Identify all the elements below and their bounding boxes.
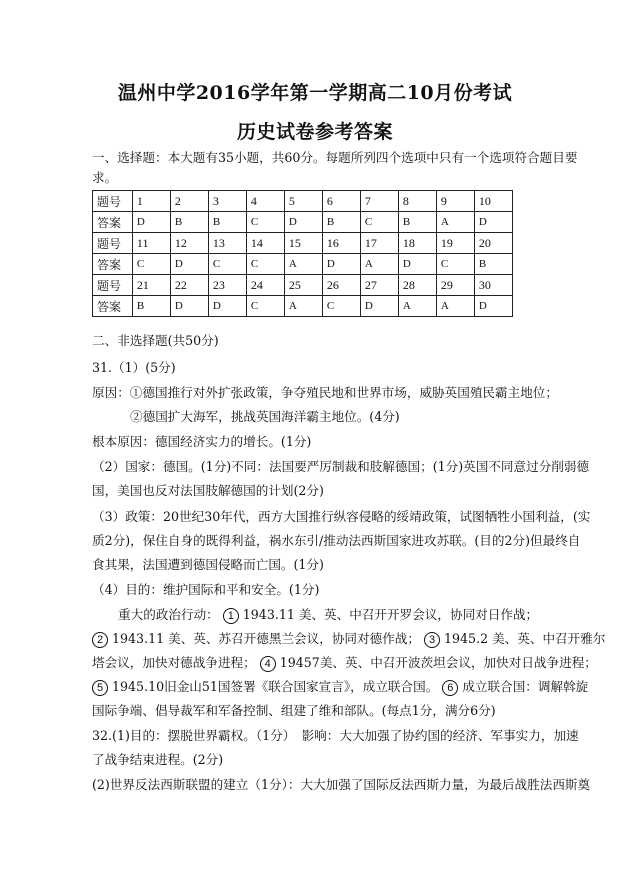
- row-label: 题号: [93, 233, 133, 254]
- row-label: 答案: [93, 254, 133, 275]
- circled-number: 1: [223, 608, 239, 624]
- q31-actions-line2: [92, 630, 606, 648]
- q31-reason-1: 原因：①德国推行对外扩张政策，争夺殖民地和世界市场，威胁英国殖民霸主地位；: [92, 385, 558, 400]
- question-number-cell: 7: [360, 191, 398, 212]
- question-number-cell: 26: [322, 275, 360, 296]
- answer-cell: C: [246, 296, 284, 317]
- circled-number: 6: [442, 680, 458, 696]
- question-number-cell: 4: [246, 191, 284, 212]
- question-number-cell: 29: [436, 275, 474, 296]
- answer-cell: B: [474, 254, 512, 275]
- row-label: 答案: [93, 296, 133, 317]
- q32-line1: 32.(1)目的：摆脱世界霸权。（1分） 影响：大大加强了协约国的经济、军事实力，加速: [92, 728, 579, 743]
- answer-cell: B: [398, 212, 436, 233]
- answer-table: [92, 190, 513, 317]
- question-number-cell: 16: [322, 233, 360, 254]
- q31-actions-line4: [92, 678, 589, 696]
- question-number-cell: 11: [132, 233, 170, 254]
- question-number-cell: 9: [436, 191, 474, 212]
- question-number-cell: 3: [208, 191, 246, 212]
- question-number-cell: 1: [132, 191, 170, 212]
- q31-actions-line3: [92, 654, 597, 672]
- action-yalta: 1945.2 美、英、中召开雅尔: [444, 631, 606, 646]
- question-number-row: [93, 233, 513, 254]
- answer-row: [93, 296, 513, 317]
- question-number-cell: 12: [170, 233, 208, 254]
- circled-number: 4: [260, 656, 276, 672]
- answer-cell: D: [474, 296, 512, 317]
- actions-label: 重大的政治行动：: [118, 607, 219, 622]
- q32-line2: 了战争结束进程。(2分): [92, 752, 224, 767]
- q31-reason-2: ②德国扩大海军，挑战英国海洋霸主地位。(4分): [130, 409, 400, 424]
- question-number-row: [93, 275, 513, 296]
- answer-cell: A: [360, 254, 398, 275]
- question-number-cell: 10: [474, 191, 512, 212]
- circled-number: 3: [424, 632, 440, 648]
- answer-cell: C: [246, 254, 284, 275]
- question-number-cell: 8: [398, 191, 436, 212]
- question-number-cell: 25: [284, 275, 322, 296]
- q32-line3: (2)世界反法西斯联盟的建立（1分）：大大加强了国际反法西斯力量，为最后战胜法西斯奠: [92, 777, 591, 792]
- q31-part3-line1: （3）政策：20世纪30年代，西方大国推行纵容侵略的绥靖政策，试图牺牲小国利益，(实: [92, 509, 591, 524]
- answer-cell: D: [398, 254, 436, 275]
- q31-actions-line5: 国际争端、倡导裁军和军备控制、组建了维和部队。(每点1分，满分6分): [92, 703, 496, 718]
- answer-cell: D: [360, 296, 398, 317]
- action-san-francisco: 1945.10旧金山51国签署《联合国家宣言》，成立联合国。: [112, 679, 439, 694]
- q31-part3-line2: 质2分)，保住自身的既得利益，祸水东引/推动法西斯国家进攻苏联。(目的2分)但最终自: [92, 533, 581, 548]
- question-number-row: [93, 191, 513, 212]
- answer-cell: C: [132, 254, 170, 275]
- circled-number: 5: [92, 680, 108, 696]
- answer-cell: C: [360, 212, 398, 233]
- action-tehran: 1943.11 美、英、苏召开德黑兰会议，协同对德作战；: [112, 631, 420, 646]
- answer-cell: A: [436, 212, 474, 233]
- answer-cell: C: [322, 296, 360, 317]
- answer-cell: C: [246, 212, 284, 233]
- section1-instruction-line1: 一、选择题：本大题有35小题，共60分。每题所列四个选项中只有一个选项符合题目要: [92, 150, 578, 165]
- row-label: 题号: [93, 191, 133, 212]
- question-number-cell: 22: [170, 275, 208, 296]
- q31-part3-line3: 食其果，法国遭到德国侵略而亡国。(1分): [92, 557, 324, 572]
- question-number-cell: 27: [360, 275, 398, 296]
- answer-cell: B: [322, 212, 360, 233]
- q31-part4: （4）目的：维护国际和平和安全。(1分): [92, 582, 320, 597]
- answer-cell: B: [170, 212, 208, 233]
- action-potsdam: 19457美、英、中召开波茨坦会议，加快对日战争进程；: [279, 655, 597, 670]
- answer-cell: A: [284, 254, 322, 275]
- answer-cell: D: [170, 296, 208, 317]
- question-number-cell: 19: [436, 233, 474, 254]
- question-number-cell: 23: [208, 275, 246, 296]
- q31-heading: 31.（1）(5分): [92, 360, 176, 375]
- answer-cell: D: [474, 212, 512, 233]
- answer-key-title: 历史试卷参考答案: [236, 121, 393, 143]
- question-number-cell: 17: [360, 233, 398, 254]
- circled-number: 2: [92, 632, 108, 648]
- answer-cell: B: [132, 296, 170, 317]
- answer-cell: D: [132, 212, 170, 233]
- action-un: 成立联合国：调解斡旋: [462, 679, 589, 694]
- exam-title: 温州中学2016学年第一学期高二10月份考试: [117, 82, 513, 104]
- action-cairo: 1943.11 美、英、中召开开罗会议，协同对日作战；: [242, 607, 539, 622]
- question-number-cell: 28: [398, 275, 436, 296]
- question-number-cell: 5: [284, 191, 322, 212]
- answer-cell: D: [284, 212, 322, 233]
- question-number-cell: 18: [398, 233, 436, 254]
- answer-cell: C: [436, 254, 474, 275]
- action-yalta-cont: 塔会议，加快对德战争进程；: [92, 655, 256, 670]
- answer-cell: B: [208, 212, 246, 233]
- q31-root-cause: 根本原因：德国经济实力的增长。(1分): [92, 434, 312, 449]
- answer-row: [93, 254, 513, 275]
- question-number-cell: 2: [170, 191, 208, 212]
- q31-part2-line1: （2）国家：德国。(1分)不同：法国要严厉制裁和肢解德国；(1分)英国不同意过分削弱德: [92, 459, 590, 474]
- answer-cell: A: [436, 296, 474, 317]
- question-number-cell: 30: [474, 275, 512, 296]
- question-number-cell: 15: [284, 233, 322, 254]
- answer-cell: A: [284, 296, 322, 317]
- question-number-cell: 14: [246, 233, 284, 254]
- row-label: 答案: [93, 212, 133, 233]
- answer-cell: D: [208, 296, 246, 317]
- question-number-cell: 6: [322, 191, 360, 212]
- question-number-cell: 20: [474, 233, 512, 254]
- answer-cell: D: [322, 254, 360, 275]
- section2-heading: 二、非选择题(共50分): [92, 333, 219, 348]
- row-label: 题号: [93, 275, 133, 296]
- question-number-cell: 24: [246, 275, 284, 296]
- q31-part2-line2: 国，美国也反对法国肢解德国的计划(2分): [92, 483, 324, 498]
- q31-actions-line1: [118, 606, 568, 624]
- question-number-cell: 21: [132, 275, 170, 296]
- question-number-cell: 13: [208, 233, 246, 254]
- section1-instruction-line2: 求。: [92, 170, 118, 185]
- answer-cell: D: [170, 254, 208, 275]
- answer-row: [93, 212, 513, 233]
- answer-cell: A: [398, 296, 436, 317]
- answer-cell: C: [208, 254, 246, 275]
